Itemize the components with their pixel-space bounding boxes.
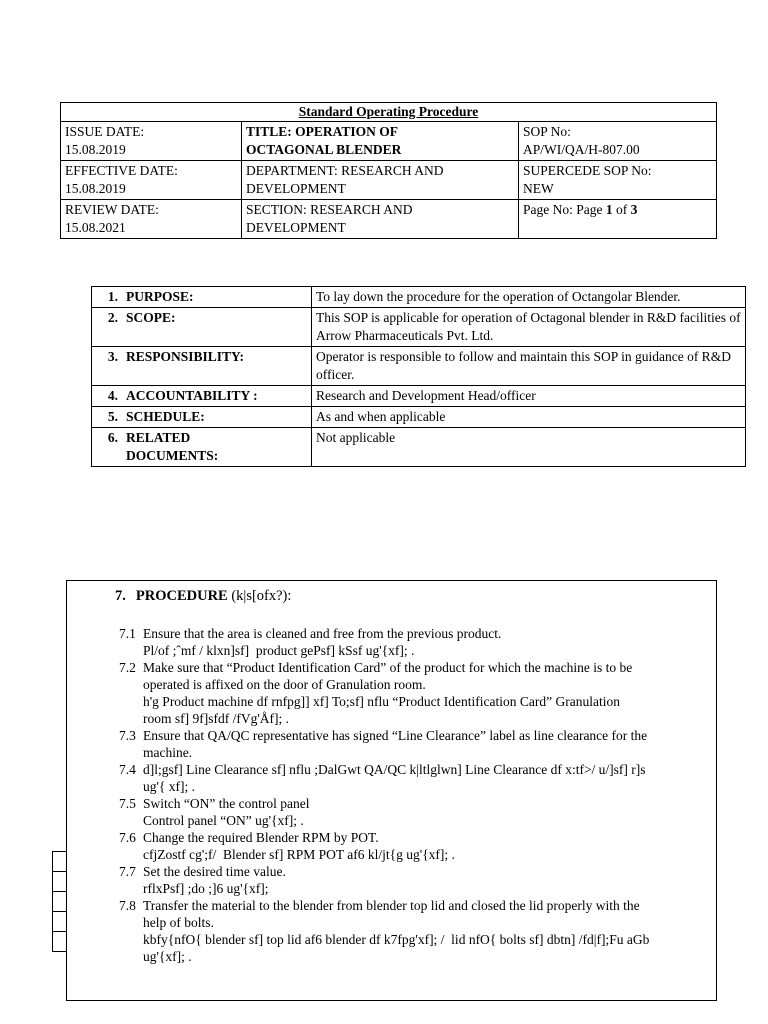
step-line: cfjZostf cg';f/ Blender sf] RPM POT af6 kl/jt{g ug'{xf]; . xyxy=(143,847,455,862)
step-line: Ensure that QA/QC representative has signed “Line Clearance” label as line clearance for the xyxy=(143,728,648,743)
step-number: 7.2 xyxy=(119,660,136,675)
margin-box xyxy=(52,891,66,912)
step-line: ug'{xf]; . xyxy=(143,949,192,964)
info-row-accountability: 4. ACCOUNTABILITY : Research and Development Head/officer xyxy=(92,386,746,407)
page-total: 3 xyxy=(630,202,638,217)
info-value: As and when applicable xyxy=(312,407,746,428)
review-date-cell: REVIEW DATE: 15.08.2021 xyxy=(61,200,242,239)
step-line: Pl/of ;ˆmf / klxn]sf] product gePsf] kSsf ug'{xf]; . xyxy=(143,643,415,658)
margin-box xyxy=(52,911,66,932)
step-line: Ensure that the area is cleaned and free from the previous product. xyxy=(143,626,502,641)
step-line: help of bolts. xyxy=(143,915,214,930)
step-line: Make sure that “Product Identification Card” of the product for which the machine is to be xyxy=(143,660,633,675)
issue-date-cell: ISSUE DATE: 15.08.2019 xyxy=(61,122,242,161)
step-line: Transfer the material to the blender from blender top lid and closed the lid properly with the xyxy=(143,898,640,913)
info-label: SCOPE: xyxy=(126,310,176,325)
info-label: RESPONSIBILITY: xyxy=(126,349,245,364)
sop-header-table xyxy=(60,102,717,239)
step-number: 7.8 xyxy=(119,898,136,913)
procedure-step xyxy=(119,795,711,829)
procedure-section xyxy=(66,580,717,1001)
sop-no-cell: SOP No: AP/WI/QA/H-807.00 xyxy=(519,122,717,161)
procedure-steps xyxy=(119,625,711,965)
step-number: 7.5 xyxy=(119,796,136,811)
info-label: PURPOSE: xyxy=(126,289,194,304)
info-row-purpose: 1. PURPOSE: To lay down the procedure for the operation of Octangolar Blender. xyxy=(92,287,746,308)
supercede-cell: SUPERCEDE SOP No: NEW xyxy=(519,161,717,200)
step-line: Set the desired time value. xyxy=(143,864,286,879)
step-line: operated is affixed on the door of Granulation room. xyxy=(143,677,426,692)
step-line: h'g Product machine df rnfpg]] xf] To;sf] nflu “Product Identification Card” Granulation xyxy=(143,694,620,709)
page-current: 1 xyxy=(605,202,613,217)
step-line: Switch “ON” the control panel xyxy=(143,796,310,811)
step-number: 7.6 xyxy=(119,830,136,845)
header-row-review xyxy=(61,200,717,239)
info-row-scope: 2. SCOPE: This SOP is applicable for operation of Octagonal blender in R&D facilities of Arrow Pharmaceuticals Pvt. Ltd. xyxy=(92,308,746,347)
info-row-responsibility: 3. RESPONSIBILITY: Operator is responsible to follow and maintain this SOP in guidance of R&D officer. xyxy=(92,347,746,386)
step-line: rflxPsf] ;do ;]6 ug'{xf]; xyxy=(143,881,269,896)
header-row-issue xyxy=(61,122,717,161)
procedure-heading: 7. PROCEDURE (k|s[ofx?): xyxy=(115,588,292,604)
info-label: RELATED DOCUMENTS: xyxy=(126,430,219,463)
sop-info-table xyxy=(91,286,746,467)
section-cell: SECTION: RESEARCH AND DEVELOPMENT xyxy=(242,200,519,239)
step-line: machine. xyxy=(143,745,193,760)
procedure-step xyxy=(119,863,711,897)
effective-date-cell: EFFECTIVE DATE: 15.08.2019 xyxy=(61,161,242,200)
step-number: 7.1 xyxy=(119,626,136,641)
step-line: Control panel “ON” ug'{xf]; . xyxy=(143,813,304,828)
page-no-cell: Page No: Page 1 of 3 xyxy=(519,200,717,239)
info-value: Not applicable xyxy=(312,428,746,467)
step-number: 7.7 xyxy=(119,864,136,879)
department-cell: DEPARTMENT: RESEARCH AND DEVELOPMENT xyxy=(242,161,519,200)
procedure-step xyxy=(119,727,711,761)
title-cell: TITLE: OPERATION OF OCTAGONAL BLENDER xyxy=(242,122,519,161)
procedure-step xyxy=(119,625,711,659)
procedure-step xyxy=(119,761,711,795)
procedure-step xyxy=(119,659,711,727)
sop-title: Standard Operating Procedure xyxy=(61,103,717,122)
info-value: To lay down the procedure for the operation of Octangolar Blender. xyxy=(312,287,746,308)
margin-box xyxy=(52,871,66,892)
step-line: d]l;gsf] Line Clearance sf] nflu ;DalGwt QA/QC k|ltlglwn] Line Clearance df x:tf>/ u/]sf] r]s xyxy=(143,762,646,777)
step-line: room sf] 9f]sfdf /fVg'Åf]; . xyxy=(143,711,290,726)
header-row-effective xyxy=(61,161,717,200)
step-number: 7.4 xyxy=(119,762,136,777)
procedure-step xyxy=(119,829,711,863)
step-number: 7.3 xyxy=(119,728,136,743)
margin-boxes xyxy=(52,852,66,952)
info-value: This SOP is applicable for operation of Octagonal blender in R&D facilities of Arrow Pharmaceuticals Pvt. Ltd. xyxy=(312,308,746,347)
step-line: ug'{ xf]; . xyxy=(143,779,196,794)
info-label: ACCOUNTABILITY : xyxy=(126,388,258,403)
margin-box xyxy=(52,931,66,952)
step-line: kbfy{nfO{ blender sf] top lid af6 blender df k7fpg'xf]; / lid nfO{ bolts sf] dbtn] /fd|f];Fu aGb xyxy=(143,932,650,947)
procedure-step xyxy=(119,897,711,965)
info-row-schedule: 5. SCHEDULE: As and when applicable xyxy=(92,407,746,428)
info-row-related-documents: 6. RELATED DOCUMENTS: Not applicable xyxy=(92,428,746,467)
margin-box xyxy=(52,851,66,872)
info-value: Operator is responsible to follow and maintain this SOP in guidance of R&D officer. xyxy=(312,347,746,386)
step-line: Change the required Blender RPM by POT. xyxy=(143,830,379,845)
info-label: SCHEDULE: xyxy=(126,409,205,424)
info-value: Research and Development Head/officer xyxy=(312,386,746,407)
